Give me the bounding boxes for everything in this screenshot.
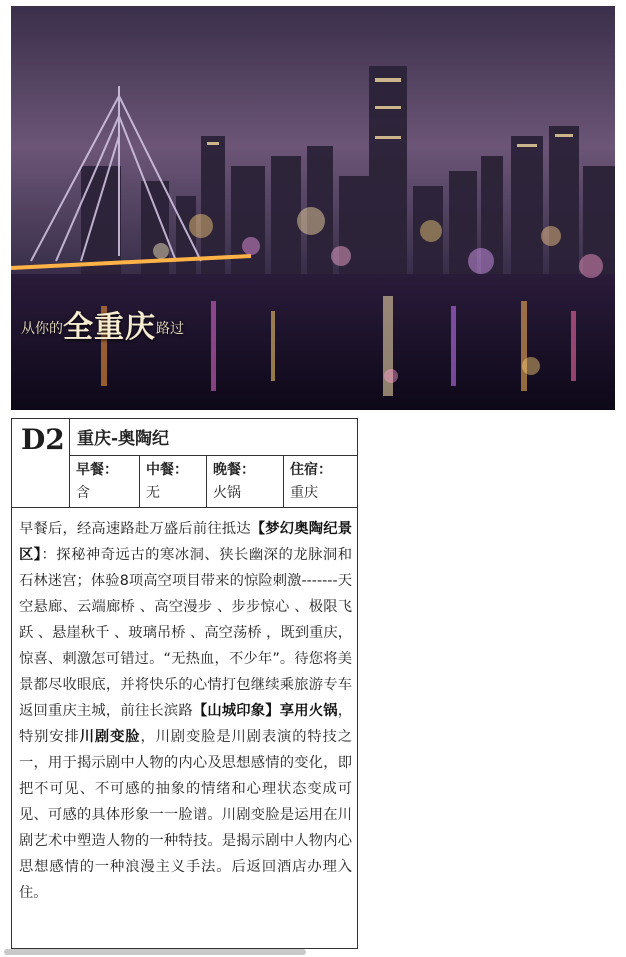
desc-highlight-scenic-area: 【梦幻奥陶纪景区】 xyxy=(19,521,353,563)
desc-highlight-face-changing: 川剧变脸 xyxy=(79,729,141,745)
hero-caption xyxy=(21,302,184,346)
day-label: D2 xyxy=(12,419,70,507)
meal-value: 含 xyxy=(76,485,90,501)
desc-part: ，川剧变脸是川剧表演的特技之一，用于揭示剧中人物的内心及思想感情的变化，即把不可见、不可感的抽象的情绪和心理状态变成可见、可感的具体形象一一脸谱。川剧变脸是运用在川剧艺术中塑造人物的一种特技。是揭示剧中人物内心思想感情的一种浪漫主义手法。后返回酒店办理入住。 xyxy=(19,729,353,901)
accommodation xyxy=(284,456,357,507)
hero-caption-main: 全重庆 xyxy=(63,310,156,345)
chongqing-night-photo xyxy=(11,6,615,410)
meal-label: 晚餐： xyxy=(213,462,255,478)
horizontal-scrollbar[interactable] xyxy=(4,949,306,955)
desc-highlight-hotpot: 【山城印象】享用火锅 xyxy=(192,703,338,719)
meal-lunch xyxy=(140,456,207,507)
hero-caption-prefix: 从你的 xyxy=(21,321,63,337)
meals-row xyxy=(70,456,357,507)
route-title: 重庆-奥陶纪 xyxy=(70,419,357,456)
meal-label: 中餐： xyxy=(146,462,188,478)
desc-part: 早餐后，经高速路赴万盛后前往抵达 xyxy=(19,521,251,537)
meal-value: 火锅 xyxy=(213,485,241,501)
itinerary-description xyxy=(12,507,357,948)
desc-part: ，特别安排 xyxy=(19,703,353,745)
meal-label: 住宿： xyxy=(290,462,332,478)
meal-value: 重庆 xyxy=(290,485,318,501)
meal-value: 无 xyxy=(146,485,160,501)
hero-caption-suffix: 路过 xyxy=(156,321,184,337)
meal-label: 早餐： xyxy=(76,462,118,478)
meal-breakfast xyxy=(70,456,140,507)
city-skyline-illustration xyxy=(11,6,615,410)
desc-part: ：探秘神奇远古的寒冰洞、狭长幽深的龙脉洞和石林迷宫；体验8项高空项目带来的惊险刺激-------天空悬廊、云端廊桥 、高空漫步 、步步惊心 、极限飞跃 、悬崖秋千 、玻璃吊桥 、高空荡桥 ，既到重庆，惊喜、刺激怎可错过。“无热血，不少年”。待您将美景都尽收眼底，并将快乐的心情打包继续乘旅游专车返回重庆主城，前往长滨路 xyxy=(19,547,353,719)
itinerary-day-card xyxy=(11,418,358,949)
meal-dinner xyxy=(207,456,284,507)
